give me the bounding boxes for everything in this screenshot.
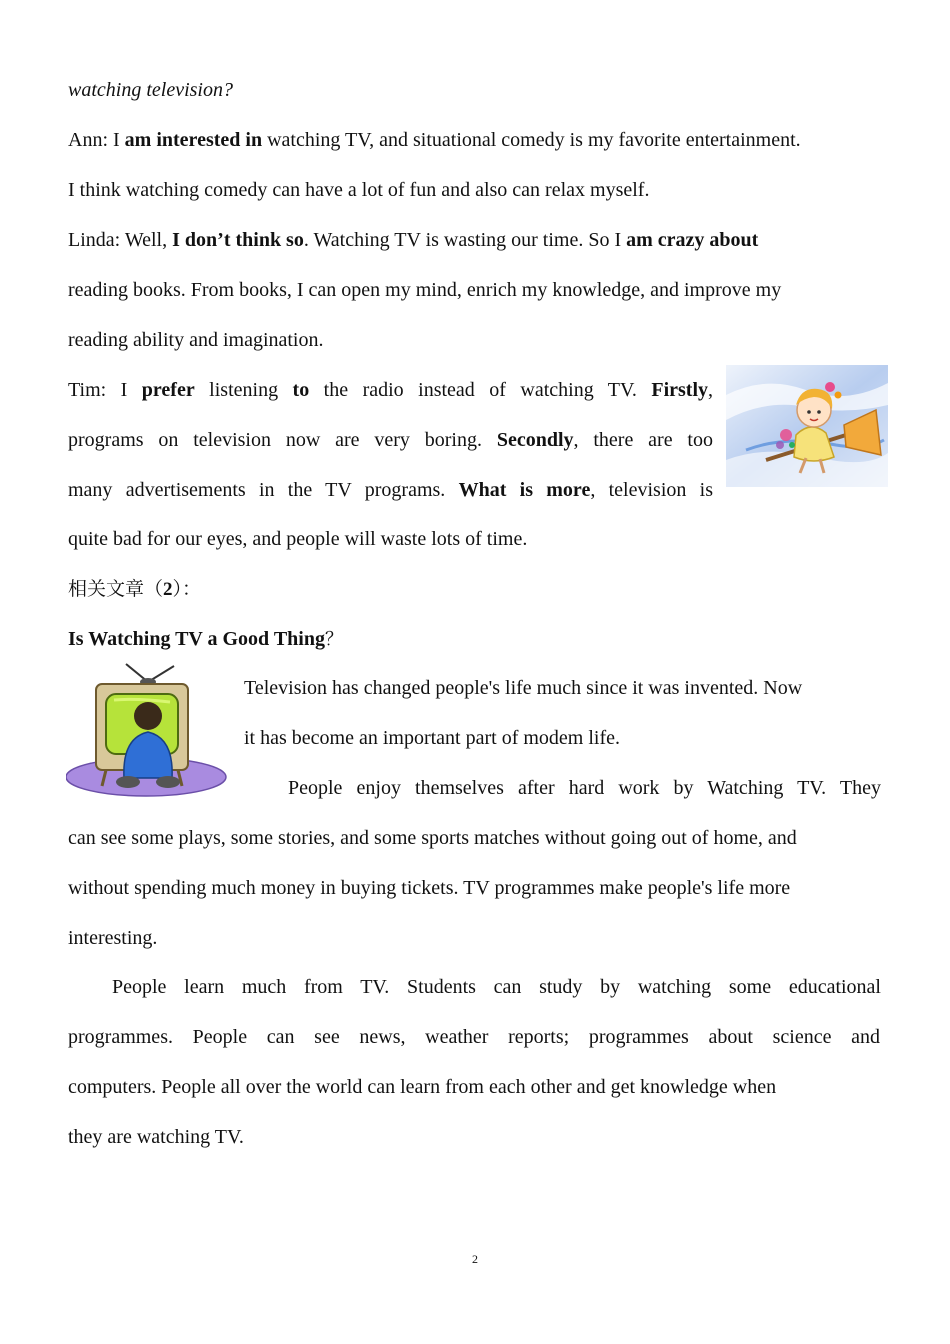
tim-2a: programs on television now are very boring. <box>68 429 497 451</box>
p2-line-3: without spending much money in buying tickets. TV programmes make people's life more <box>68 877 791 899</box>
article-title <box>68 626 343 653</box>
p2-line-1: People enjoy themselves after hard work by Watching TV. They <box>288 777 881 799</box>
related-article-heading <box>68 576 201 603</box>
article-title-mark: ？ <box>324 629 343 650</box>
tim-3c: , television is <box>590 479 714 501</box>
related-prefix: 相关文章（ <box>68 578 164 600</box>
tim-g: , <box>708 379 714 401</box>
tim-f: Firstly <box>651 379 709 401</box>
related-suffix: ）： <box>172 578 202 600</box>
tim-b: prefer <box>141 379 195 401</box>
p3-line-1: People learn much from TV. Students can study by watching some educational <box>112 976 881 998</box>
tim-line-3 <box>68 477 713 503</box>
ann-line-1 <box>68 127 801 153</box>
linda-line-3: reading ability and imagination. <box>68 329 324 351</box>
ann-phrase: am interested in <box>124 129 263 151</box>
tim-2c: , there are too <box>573 429 713 451</box>
tim-line-2 <box>68 427 713 453</box>
article-title-text: Is Watching TV a Good Thing <box>68 628 325 650</box>
tim-a: Tim: I <box>68 379 142 401</box>
p3-line-2: programmes. People can see news, weather reports; programmes about science and <box>68 1026 880 1048</box>
child-watching-tv-illustration <box>66 660 228 800</box>
tim-3a: many advertisements in the TV programs. <box>68 479 459 501</box>
tim-line-4: quite bad for our eyes, and people will waste lots of time. <box>68 528 528 550</box>
p2-line-4: interesting. <box>68 927 158 949</box>
tim-2b: Secondly <box>496 429 574 451</box>
girl-on-broom-illustration <box>726 365 888 487</box>
linda-line-2: reading books. From books, I can open my mind, enrich my knowledge, and improve my <box>68 279 782 301</box>
p1-line-1: Television has changed people's life much since it was invented. Now <box>244 677 803 699</box>
linda-b: I don’t think so <box>172 229 304 251</box>
ann-speaker: Ann: I <box>68 129 125 151</box>
question-line: watching television? <box>68 79 233 101</box>
linda-c: . Watching TV is wasting our time. So I <box>303 229 627 251</box>
tim-c: listening <box>194 379 293 401</box>
tim-3b: What is more <box>458 479 591 501</box>
linda-line-1 <box>68 227 758 253</box>
linda-a: Linda: Well, <box>68 229 173 251</box>
p3-line-4: they are watching TV. <box>68 1126 244 1148</box>
ann-line-2: I think watching comedy can have a lot of fun and also can relax myself. <box>68 179 650 201</box>
related-number: 2 <box>163 579 173 600</box>
tim-d: to <box>292 379 310 401</box>
page-number: 2 <box>472 1252 478 1266</box>
p2-line-2: can see some plays, some stories, and some sports matches without going out of home, and <box>68 827 797 849</box>
linda-d: am crazy about <box>626 229 759 251</box>
ann-rest: watching TV, and situational comedy is my favorite entertainment. <box>262 129 801 151</box>
tim-line-1 <box>68 377 713 403</box>
tim-e: the radio instead of watching TV. <box>309 379 652 401</box>
p3-line-3: computers. People all over the world can learn from each other and get knowledge when <box>68 1076 777 1098</box>
p1-line-2: it has become an important part of modem life. <box>244 727 620 749</box>
